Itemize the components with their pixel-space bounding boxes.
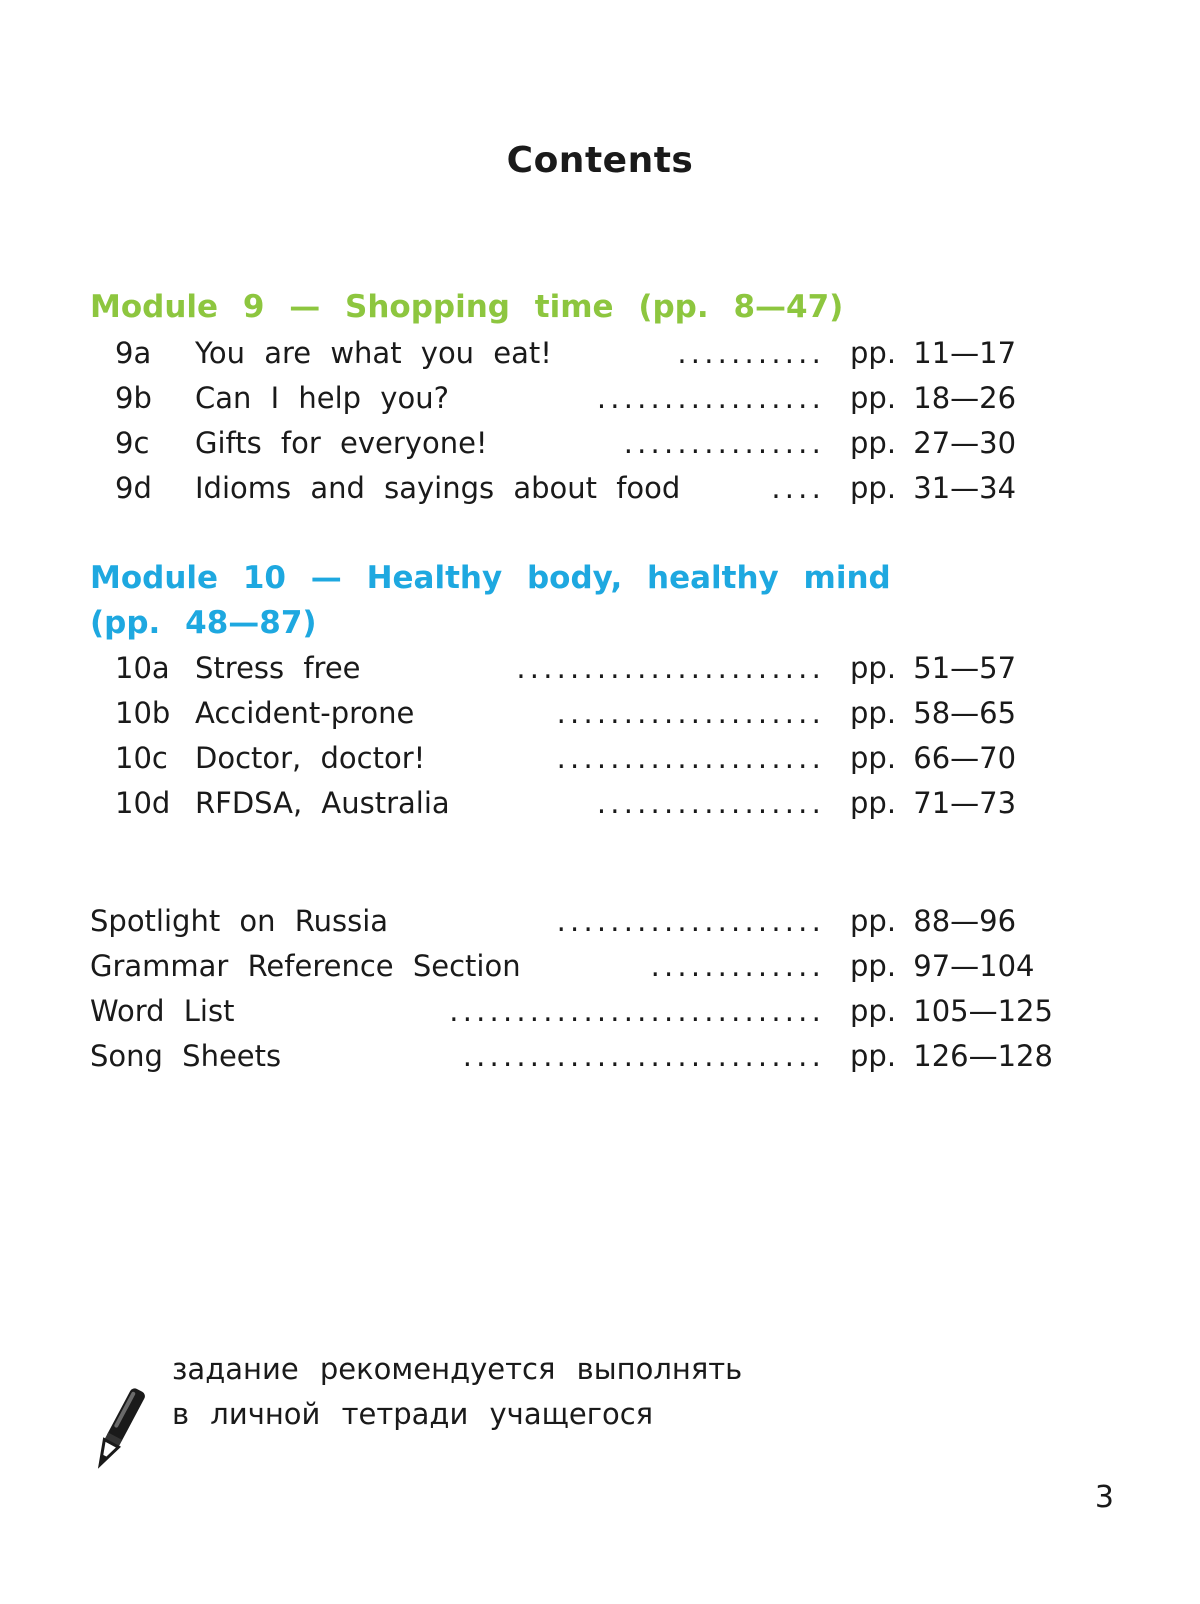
toc-title: Doctor, doctor! [195,741,426,775]
toc-title: Word List [90,994,235,1028]
toc-row [0,330,1200,376]
toc-row [0,690,1200,736]
toc-leader: ............................ [449,994,825,1028]
toc-pages: pp. 18—26 [850,381,1017,415]
toc-code: 10a [115,651,170,685]
toc-title: You are what you eat! [195,336,552,370]
toc-leader: ........................... [462,1039,825,1073]
toc-leader: .................... [556,696,825,730]
toc-code: 9b [115,381,152,415]
toc-pages: pp. 105—125 [850,994,1053,1028]
toc-row [0,1033,1200,1079]
toc-row [0,465,1200,511]
toc-title: RFDSA, Australia [195,786,450,820]
note-line-1: задание рекомендуется выполнять [172,1352,743,1386]
toc-title: Gifts for everyone! [195,426,488,460]
module-10-heading: Module 10 — Healthy body, healthy mind [90,560,891,596]
toc-title: Accident-prone [195,696,415,730]
toc-leader: ................. [596,381,825,415]
toc-title: Spotlight on Russia [90,904,389,938]
toc-row [0,988,1200,1034]
toc-code: 9a [115,336,152,370]
toc-row [0,898,1200,944]
toc-pages: pp. 66—70 [850,741,1017,775]
toc-row [0,780,1200,826]
toc-code: 10d [115,786,171,820]
toc-code: 10c [115,741,168,775]
module-9-heading: Module 9 — Shopping time (pp. 8—47) [90,289,844,325]
toc-leader: .................... [556,904,825,938]
toc-row [0,420,1200,466]
toc-leader: ............... [623,426,825,460]
toc-title: Can I help you? [195,381,449,415]
toc-pages: pp. 58—65 [850,696,1017,730]
toc-leader: ............. [650,949,825,983]
toc-code: 9c [115,426,150,460]
toc-title: Idioms and sayings about food [195,471,681,505]
toc-row [0,943,1200,989]
toc-title: Song Sheets [90,1039,282,1073]
toc-title: Stress free [195,651,361,685]
toc-code: 9d [115,471,152,505]
pen-icon [88,1385,148,1477]
toc-pages: pp. 11—17 [850,336,1017,370]
toc-row [0,645,1200,691]
module-10-heading-pages: (pp. 48—87) [90,605,317,641]
toc-leader: ................. [596,786,825,820]
toc-leader: ....................... [516,651,825,685]
note-line-2: в личной тетради учащегося [172,1397,654,1431]
toc-pages: pp. 31—34 [850,471,1017,505]
toc-pages: pp. 126—128 [850,1039,1053,1073]
toc-leader: .................... [556,741,825,775]
toc-leader: .... [771,471,825,505]
toc-pages: pp. 27—30 [850,426,1017,460]
page-number: 3 [1094,1480,1114,1515]
toc-pages: pp. 88—96 [850,904,1017,938]
toc-pages: pp. 71—73 [850,786,1017,820]
toc-pages: pp. 97—104 [850,949,1035,983]
toc-code: 10b [115,696,171,730]
toc-pages: pp. 51—57 [850,651,1017,685]
toc-title: Grammar Reference Section [90,949,521,983]
toc-row [0,375,1200,421]
toc-leader: ........... [677,336,825,370]
page-title: Contents [506,140,694,181]
toc-row [0,735,1200,781]
